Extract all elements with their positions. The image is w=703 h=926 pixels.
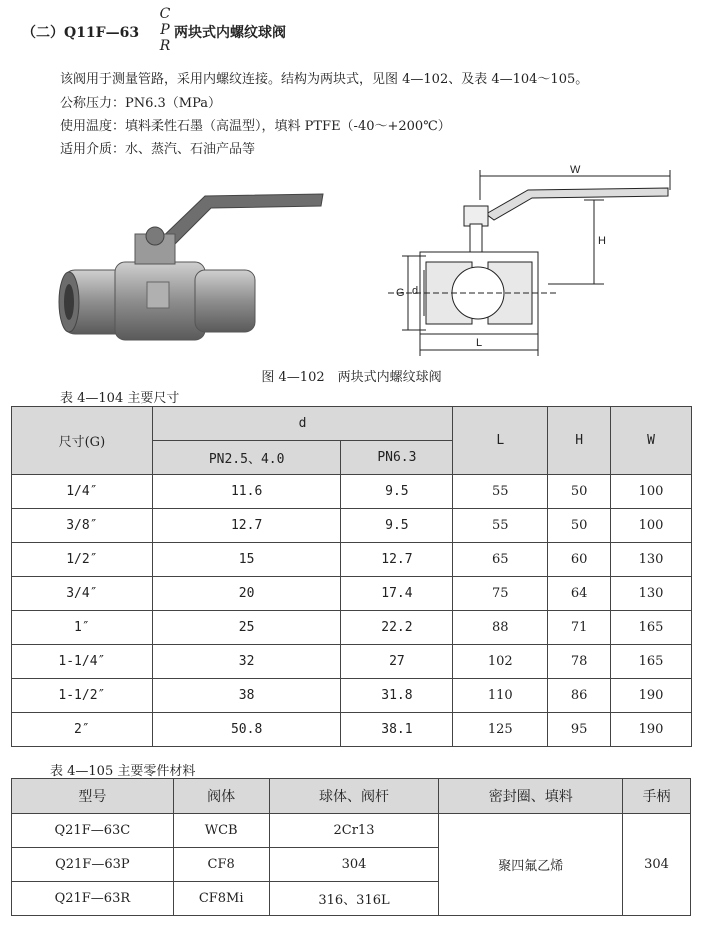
cell-h: 95	[548, 713, 611, 747]
cell-size: 1-1/2″	[12, 679, 153, 713]
cell-size: 1″	[12, 611, 153, 645]
table-row	[12, 475, 692, 509]
dimensions-table	[11, 406, 692, 747]
cell-model: Q21F—63P	[12, 848, 174, 882]
cell-model: Q21F—63C	[12, 814, 174, 848]
cell-d-pn25-40: 25	[152, 611, 341, 645]
cell-w: 165	[611, 645, 692, 679]
cell-h: 71	[548, 611, 611, 645]
cell-d-pn63: 38.1	[341, 713, 453, 747]
cell-d-pn63: 27	[341, 645, 453, 679]
dimensions-table-body	[12, 475, 692, 747]
cell-d-pn25-40: 50.8	[152, 713, 341, 747]
header-ball-stem: 球体、阀杆	[269, 779, 439, 814]
table104-caption: 表 4—104 主要尺寸	[60, 391, 180, 406]
intro-paragraph: 该阀用于测量管路，采用内螺纹连接。结构为两块式，见图 4—102、及表 4—104～105。	[60, 72, 589, 87]
cell-h: 60	[548, 543, 611, 577]
header-d-pn63: PN6.3	[341, 441, 453, 475]
cell-d-pn25-40: 12.7	[152, 509, 341, 543]
dim-label-w: W	[570, 164, 581, 176]
cell-w: 130	[611, 543, 692, 577]
cell-w: 100	[611, 475, 692, 509]
cell-w: 190	[611, 679, 692, 713]
dim-label-l: L	[476, 337, 483, 349]
cell-w: 165	[611, 611, 692, 645]
cell-body: CF8Mi	[173, 882, 269, 916]
cell-size: 2″	[12, 713, 153, 747]
variant-c: C	[159, 6, 171, 22]
cell-size: 1/2″	[12, 543, 153, 577]
header-seal-packing: 密封圈、填料	[439, 779, 623, 814]
medium-line: 适用介质：水、蒸汽、石油产品等	[60, 142, 256, 157]
table-row	[12, 679, 692, 713]
header-w: W	[611, 407, 692, 475]
table-row	[12, 509, 692, 543]
cell-l: 55	[453, 475, 548, 509]
variant-r: R	[159, 38, 171, 54]
cell-ball-stem: 316、316L	[269, 882, 439, 916]
cell-d-pn25-40: 38	[152, 679, 341, 713]
cell-l: 75	[453, 577, 548, 611]
cell-l: 102	[453, 645, 548, 679]
cell-handle: 304	[623, 814, 691, 916]
cell-w: 100	[611, 509, 692, 543]
valve-handle-shape	[151, 194, 323, 256]
cell-w: 130	[611, 577, 692, 611]
header-body: 阀体	[173, 779, 269, 814]
cell-d-pn25-40: 15	[152, 543, 341, 577]
cell-h: 50	[548, 509, 611, 543]
cell-w: 190	[611, 713, 692, 747]
header-size: 尺寸(G)	[12, 407, 153, 475]
table-row	[12, 611, 692, 645]
heading-title: 两块式内螺纹球阀	[174, 25, 286, 41]
cell-d-pn63: 17.4	[341, 577, 453, 611]
cell-size: 3/4″	[12, 577, 153, 611]
header-h: H	[548, 407, 611, 475]
header-d-pn25-40: PN2.5、4.0	[152, 441, 341, 475]
valve-photo	[55, 178, 335, 358]
cell-size: 1-1/4″	[12, 645, 153, 679]
cell-l: 110	[453, 679, 548, 713]
header-handle: 手柄	[623, 779, 691, 814]
cell-d-pn25-40: 11.6	[152, 475, 341, 509]
table-row	[12, 645, 692, 679]
cell-ball-stem: 2Cr13	[269, 814, 439, 848]
cell-h: 78	[548, 645, 611, 679]
temperature-line: 使用温度：填料柔性石墨（高温型），填料 PTFE（-40～+200℃）	[60, 119, 451, 134]
cell-body: WCB	[173, 814, 269, 848]
valve-right-end	[195, 270, 255, 332]
valve-drawing	[368, 160, 678, 360]
pressure-line: 公称压力：PN6.3（MPa）	[60, 96, 222, 111]
drawing-handle	[486, 188, 668, 220]
dim-label-d: d	[412, 285, 419, 297]
cell-d-pn25-40: 20	[152, 577, 341, 611]
table105-caption: 表 4—105 主要零件材料	[50, 764, 196, 779]
cell-l: 65	[453, 543, 548, 577]
cell-h: 50	[548, 475, 611, 509]
cell-d-pn25-40: 32	[152, 645, 341, 679]
header-l: L	[453, 407, 548, 475]
cell-d-pn63: 31.8	[341, 679, 453, 713]
figure-caption: 图 4—102 两块式内螺纹球阀	[261, 370, 442, 385]
heading-prefix: （二）Q11F—63	[22, 25, 140, 41]
table-row	[12, 543, 692, 577]
table-row	[12, 713, 692, 747]
materials-table	[11, 778, 691, 916]
dim-label-g: G	[396, 287, 405, 299]
cell-d-pn63: 12.7	[341, 543, 453, 577]
cell-body: CF8	[173, 848, 269, 882]
cell-l: 55	[453, 509, 548, 543]
variant-p: P	[160, 22, 170, 38]
cell-ball-stem: 304	[269, 848, 439, 882]
cell-d-pn63: 9.5	[341, 509, 453, 543]
cell-l: 125	[453, 713, 548, 747]
cell-d-pn63: 9.5	[341, 475, 453, 509]
cell-l: 88	[453, 611, 548, 645]
cell-d-pn63: 22.2	[341, 611, 453, 645]
cell-size: 3/8″	[12, 509, 153, 543]
cell-model: Q21F—63R	[12, 882, 174, 916]
table-row	[12, 814, 691, 848]
dim-label-h: H	[598, 235, 606, 247]
table-row	[12, 577, 692, 611]
cell-h: 64	[548, 577, 611, 611]
heading-variant-stack	[158, 6, 172, 54]
header-d: d	[152, 407, 453, 441]
cell-seal-packing: 聚四氟乙烯	[439, 814, 623, 916]
cell-size: 1/4″	[12, 475, 153, 509]
section-heading	[22, 6, 622, 54]
header-model: 型号	[12, 779, 174, 814]
cell-h: 86	[548, 679, 611, 713]
